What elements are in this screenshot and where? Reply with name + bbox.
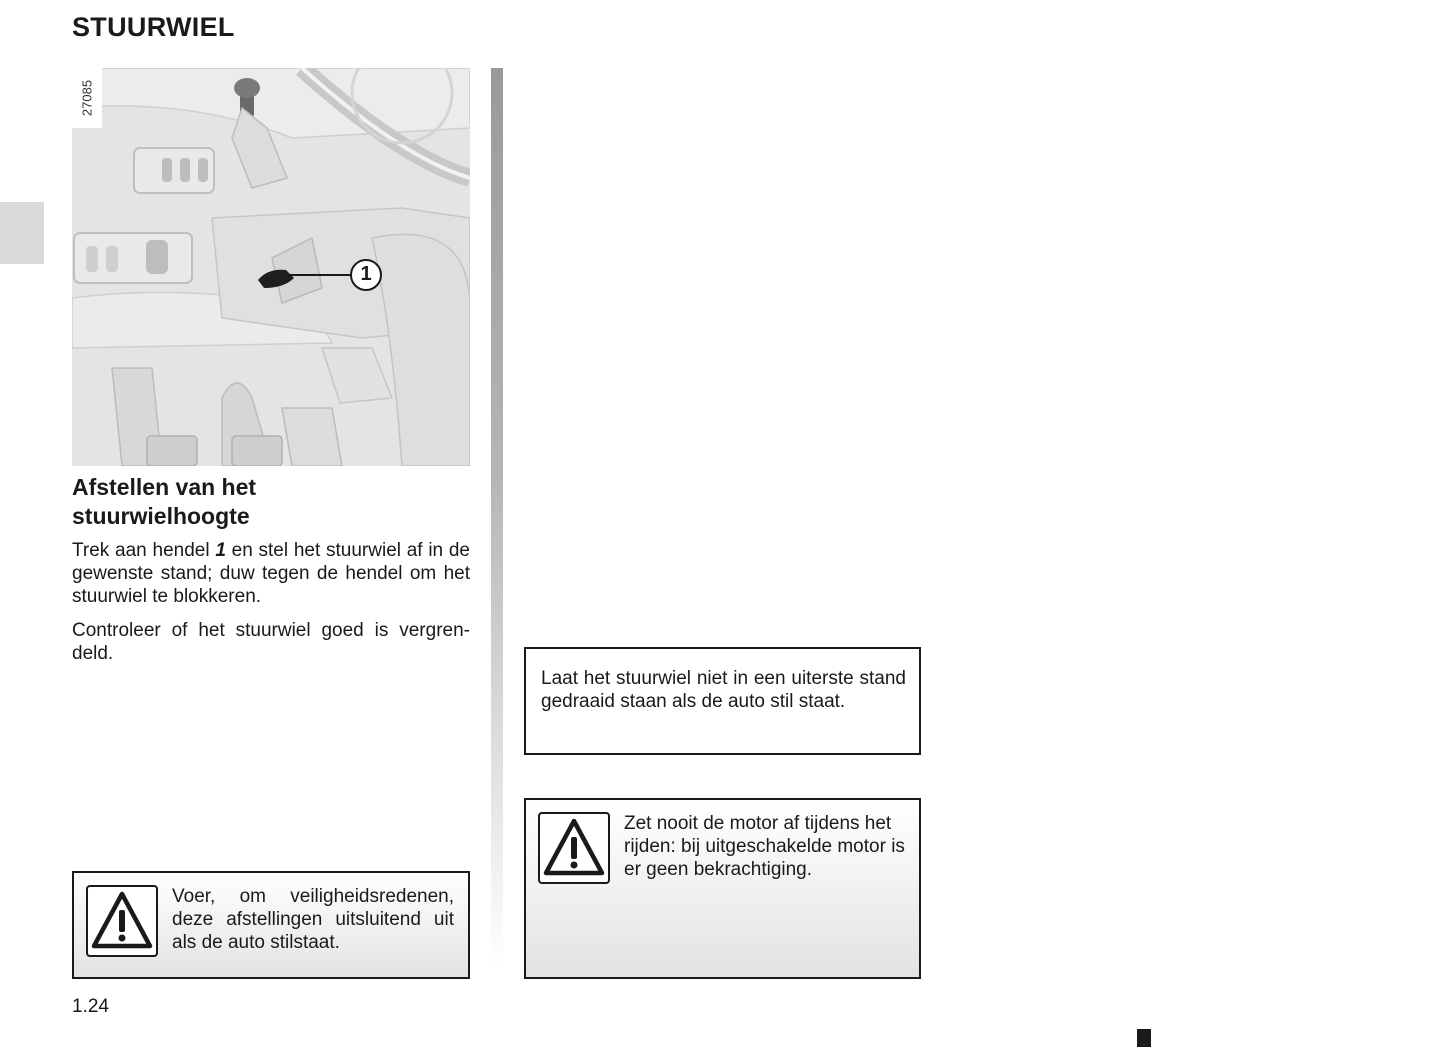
end-of-section-marker xyxy=(1137,1029,1151,1047)
warning-triangle-icon xyxy=(86,885,158,957)
callout-label: 1 xyxy=(360,263,372,285)
section-tab xyxy=(0,202,44,264)
figure-code-label: 27085 xyxy=(79,79,95,117)
para1-before: Trek aan hendel xyxy=(72,540,216,561)
section-heading xyxy=(72,473,470,531)
steering-lever-illustration xyxy=(72,68,470,466)
steering-position-note xyxy=(524,647,921,755)
illustration-drawing xyxy=(72,68,470,466)
warning-triangle-icon xyxy=(538,812,610,884)
column-divider xyxy=(491,68,503,968)
safety-warning-box xyxy=(72,871,470,979)
para1-after: en stel het stuurwiel af in de gewenste stand; duw tegen de hendel om het stuurwiel te blokkeren. xyxy=(72,540,470,607)
section-heading-line1: Afstellen van het xyxy=(72,474,257,500)
engine-warning-box xyxy=(524,798,921,979)
engine-warning-text: Zet nooit de motor af tijdens het rijden: bij uitgeschakelde motor is er geen bekrachtiging. xyxy=(624,813,905,880)
check-paragraph: Controleer of het stuurwiel goed is vergren-deld. xyxy=(72,620,470,664)
figure-code xyxy=(72,68,102,128)
steering-position-text: Laat het stuurwiel niet in een uiterste stand gedraaid staan als de auto stil staat. xyxy=(541,668,906,712)
page-title: STUURWIEL xyxy=(72,12,235,42)
page-number: 1.24 xyxy=(72,996,109,1017)
instruction-paragraph xyxy=(72,539,470,608)
section-heading-line2: stuurwielhoogte xyxy=(72,503,250,529)
safety-warning-text: Voer, om veiligheidsredenen, deze afstellingen uitsluitend uit als de auto stilstaat. xyxy=(172,886,454,953)
lever-reference: 1 xyxy=(215,540,226,561)
